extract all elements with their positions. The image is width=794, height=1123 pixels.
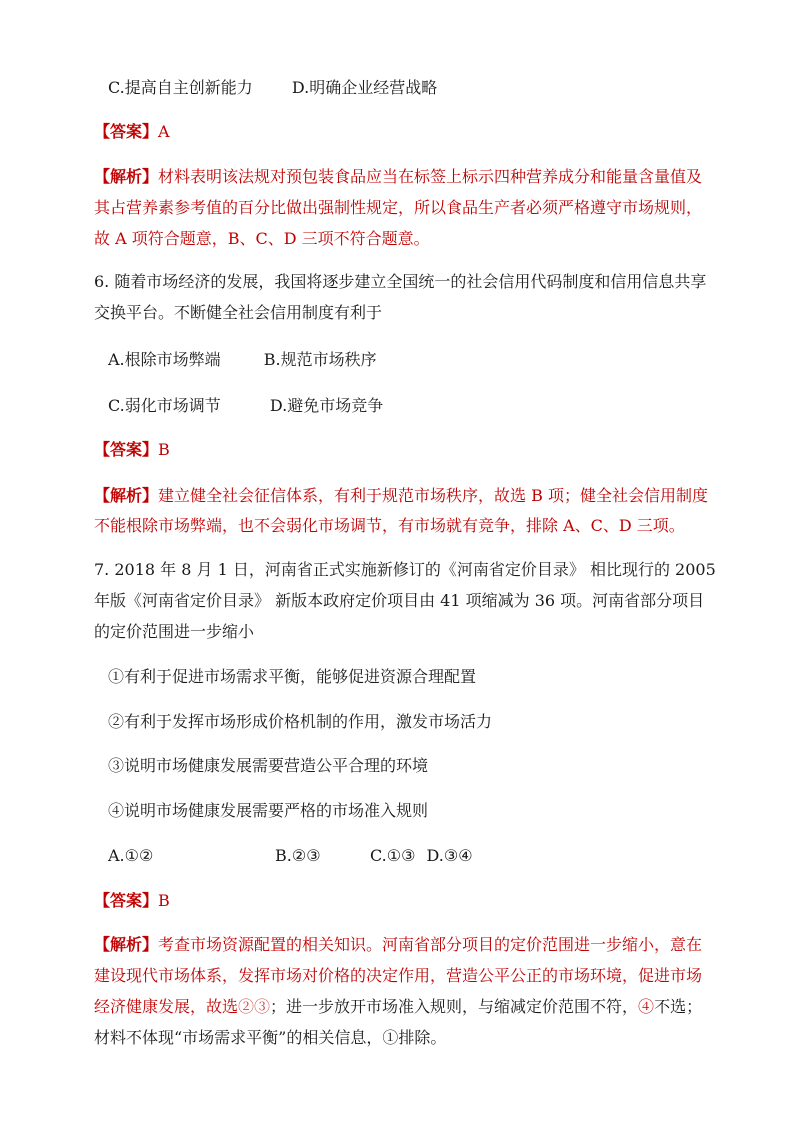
q7-analysis-line2: 建设现代市场体系，发挥市场对价格的决定作用，营造公平公正的市场环境，促进市场	[94, 966, 703, 985]
q7-answer-value: B	[158, 891, 170, 910]
q5-analysis-line1: 【解析】材料表明该法规对预包装食品应当在标签上标示四种营养成分和能量含量值及	[94, 167, 703, 186]
q5-answer-value: A	[158, 122, 170, 141]
q5-option-d: D.明确企业经营战略	[291, 78, 438, 97]
q6-answer	[94, 440, 170, 460]
q7-analysis-line1: 【解析】考查市场资源配置的相关知识。河南省部分项目的定价范围进一步缩小，意在	[94, 935, 703, 954]
q6-answer-value: B	[158, 440, 170, 459]
q7-stem-line1: 7. 2018 年 8 月 1 日，河南省正式实施新修订的《河南省定价目录》 相比现行的 2005	[94, 560, 716, 579]
q7-analysis-line4: 材料不体现“市场需求平衡”的相关信息，①排除。	[94, 1028, 447, 1047]
q7-option-c: C.①③	[370, 846, 416, 865]
q5-answer	[94, 122, 170, 142]
q6-option-c: C.弱化市场调节	[108, 396, 221, 415]
q7-answer	[94, 891, 170, 911]
q7-analysis-line3: 经济健康发展，故选②③；进一步放开市场准入规则，与缩减定价范围不符，④不选；	[94, 997, 703, 1016]
q7-option-a: A.①②	[108, 846, 154, 865]
q7-stem-line3: 的定价范围进一步缩小	[94, 622, 255, 641]
q7-statement-2: ②有利于发挥市场形成价格机制的作用，激发市场活力	[108, 712, 493, 731]
q6-stem-line2: 交换平台。不断健全社会信用制度有利于	[94, 303, 383, 322]
q6-option-d: D.避免市场竞争	[269, 396, 384, 415]
q7-option-d: D.③④	[426, 846, 473, 865]
q6-answer-label: 【答案】	[94, 440, 159, 459]
q5-answer-label: 【答案】	[94, 122, 159, 141]
q6-options-cd	[108, 396, 383, 416]
q6-analysis-label: 【解析】	[94, 486, 159, 505]
q6-analysis-line1: 【解析】建立健全社会征信体系，有利于规范市场秩序，故选 B 项；健全社会信用制度	[94, 486, 708, 505]
q7-options	[108, 846, 153, 866]
q5-analysis-label: 【解析】	[94, 167, 159, 186]
q7-option-cd-wrap	[370, 846, 473, 866]
q5-analysis-line3: 故 A 项符合题意，B、C、D 三项不符合题意。	[94, 229, 430, 248]
q7-stem-line2: 年版《河南省定价目录》 新版本政府定价项目由 41 项缩减为 36 项。河南省部分项目	[94, 591, 705, 610]
q7-answer-label: 【答案】	[94, 891, 159, 910]
q6-analysis-line2: 不能根除市场弊端，也不会弱化市场调节，有市场就有竞争，排除 A、C、D 三项。	[94, 516, 685, 535]
q5-options-cd	[108, 78, 437, 98]
q5-option-c: C.提高自主创新能力	[108, 78, 253, 97]
q6-option-a: A.根除市场弊端	[108, 350, 221, 369]
q6-option-b: B.规范市场秩序	[263, 350, 377, 369]
q7-option-b-wrap	[275, 846, 321, 866]
q7-statement-1: ①有利于促进市场需求平衡，能够促进资源合理配置	[108, 667, 477, 686]
q6-stem-line1: 6. 随着市场经济的发展，我国将逐步建立全国统一的社会信用代码制度和信用信息共享	[94, 272, 707, 291]
q7-analysis-label: 【解析】	[94, 935, 159, 954]
q7-option-b: B.②③	[275, 846, 321, 865]
q7-statement-3: ③说明市场健康发展需要营造公平合理的环境	[108, 756, 429, 775]
q7-statement-4: ④说明市场健康发展需要严格的市场准入规则	[108, 801, 429, 820]
q5-analysis-line2: 其占营养素参考值的百分比做出强制性规定，所以食品生产者必须严格遵守市场规则，	[94, 198, 703, 217]
q6-options-ab	[108, 350, 377, 370]
